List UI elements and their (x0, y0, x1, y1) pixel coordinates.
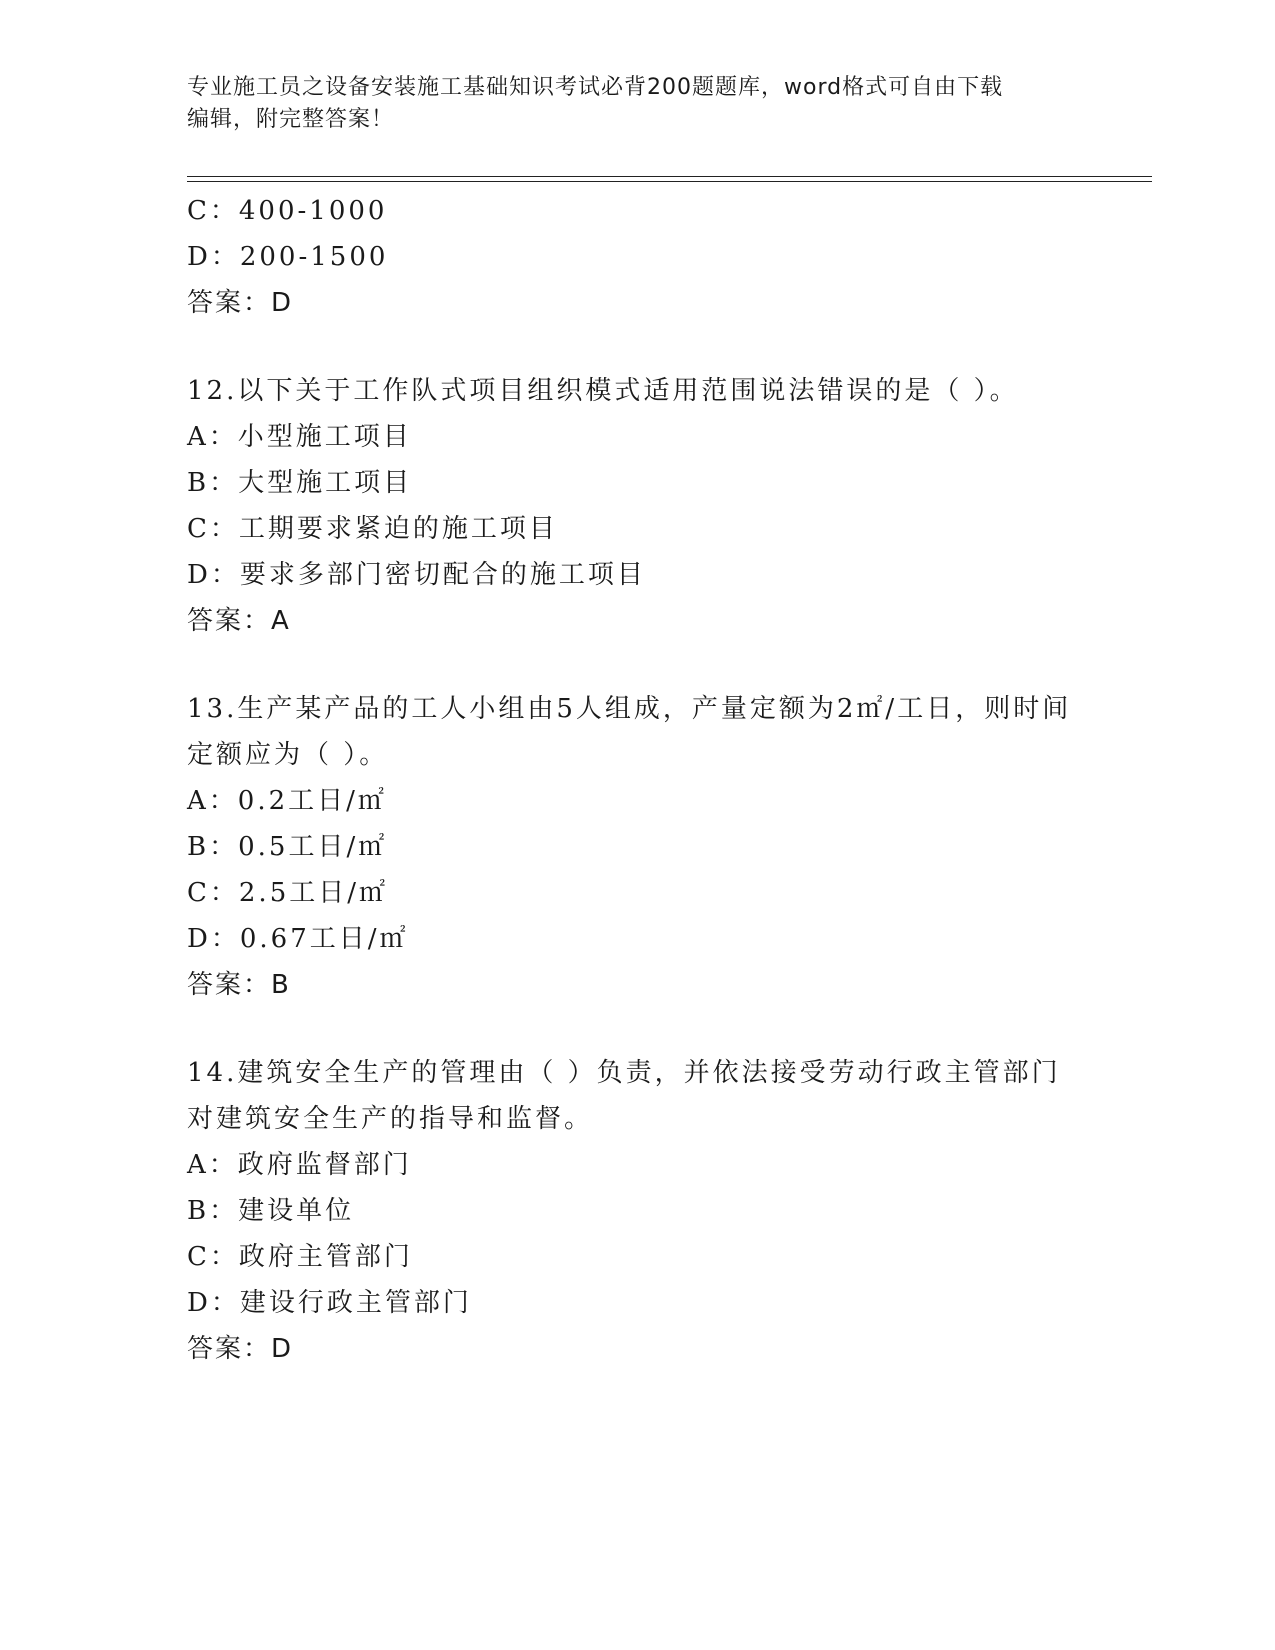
question-spacer (187, 1008, 1087, 1050)
question-stem-line-2: 对建筑安全生产的指导和监督。 (187, 1104, 594, 1134)
header-divider-bottom (187, 181, 1152, 182)
option-d: D：200-1500 (187, 242, 389, 272)
question-stem: 12.以下关于工作队式项目组织模式适用范围说法错误的是（ ）。 (187, 376, 1019, 406)
question-spacer (187, 326, 1087, 368)
option-a: A：小型施工项目 (187, 422, 412, 452)
carry-over-question (187, 188, 1087, 326)
option-c: C：工期要求紧迫的施工项目 (187, 514, 558, 544)
answer-line: 答案：A (187, 606, 291, 636)
header-title-line-1: 专业施工员之设备安装施工基础知识考试必背200题题库，word格式可自由下载 (187, 75, 1004, 100)
option-b: B：大型施工项目 (187, 468, 413, 498)
option-b: B：0.5工日/㎡ (187, 832, 388, 862)
answer-line: 答案：D (187, 288, 294, 318)
option-a: A：政府监督部门 (187, 1150, 412, 1180)
question-list (187, 188, 1087, 1372)
option-d: D：要求多部门密切配合的施工项目 (187, 560, 646, 590)
option-c: C：2.5工日/㎡ (187, 878, 389, 908)
option-d: D：0.67工日/㎡ (187, 924, 409, 954)
answer-line: 答案：D (187, 1334, 294, 1364)
question-stem-line-1: 14.建筑安全生产的管理由（ ）负责，并依法接受劳动行政主管部门 (187, 1058, 1061, 1088)
option-c: C：政府主管部门 (187, 1242, 413, 1272)
question-13 (187, 686, 1087, 1008)
question-12 (187, 368, 1087, 644)
option-b: B：建设单位 (187, 1196, 355, 1226)
question-stem-line-2: 定额应为（ ）。 (187, 740, 389, 770)
question-spacer (187, 644, 1087, 686)
answer-line: 答案：B (187, 970, 291, 1000)
option-c: C：400-1000 (187, 196, 388, 226)
document-header (187, 72, 1067, 136)
header-divider-top (187, 176, 1152, 177)
header-title-line-2: 编辑，附完整答案！ (187, 107, 395, 132)
option-d: D：建设行政主管部门 (187, 1288, 472, 1318)
question-14 (187, 1050, 1087, 1372)
question-stem-line-1: 13.生产某产品的工人小组由5人组成，产量定额为2㎡/工日，则时间 (187, 694, 1072, 724)
option-a: A：0.2工日/㎡ (187, 786, 387, 816)
